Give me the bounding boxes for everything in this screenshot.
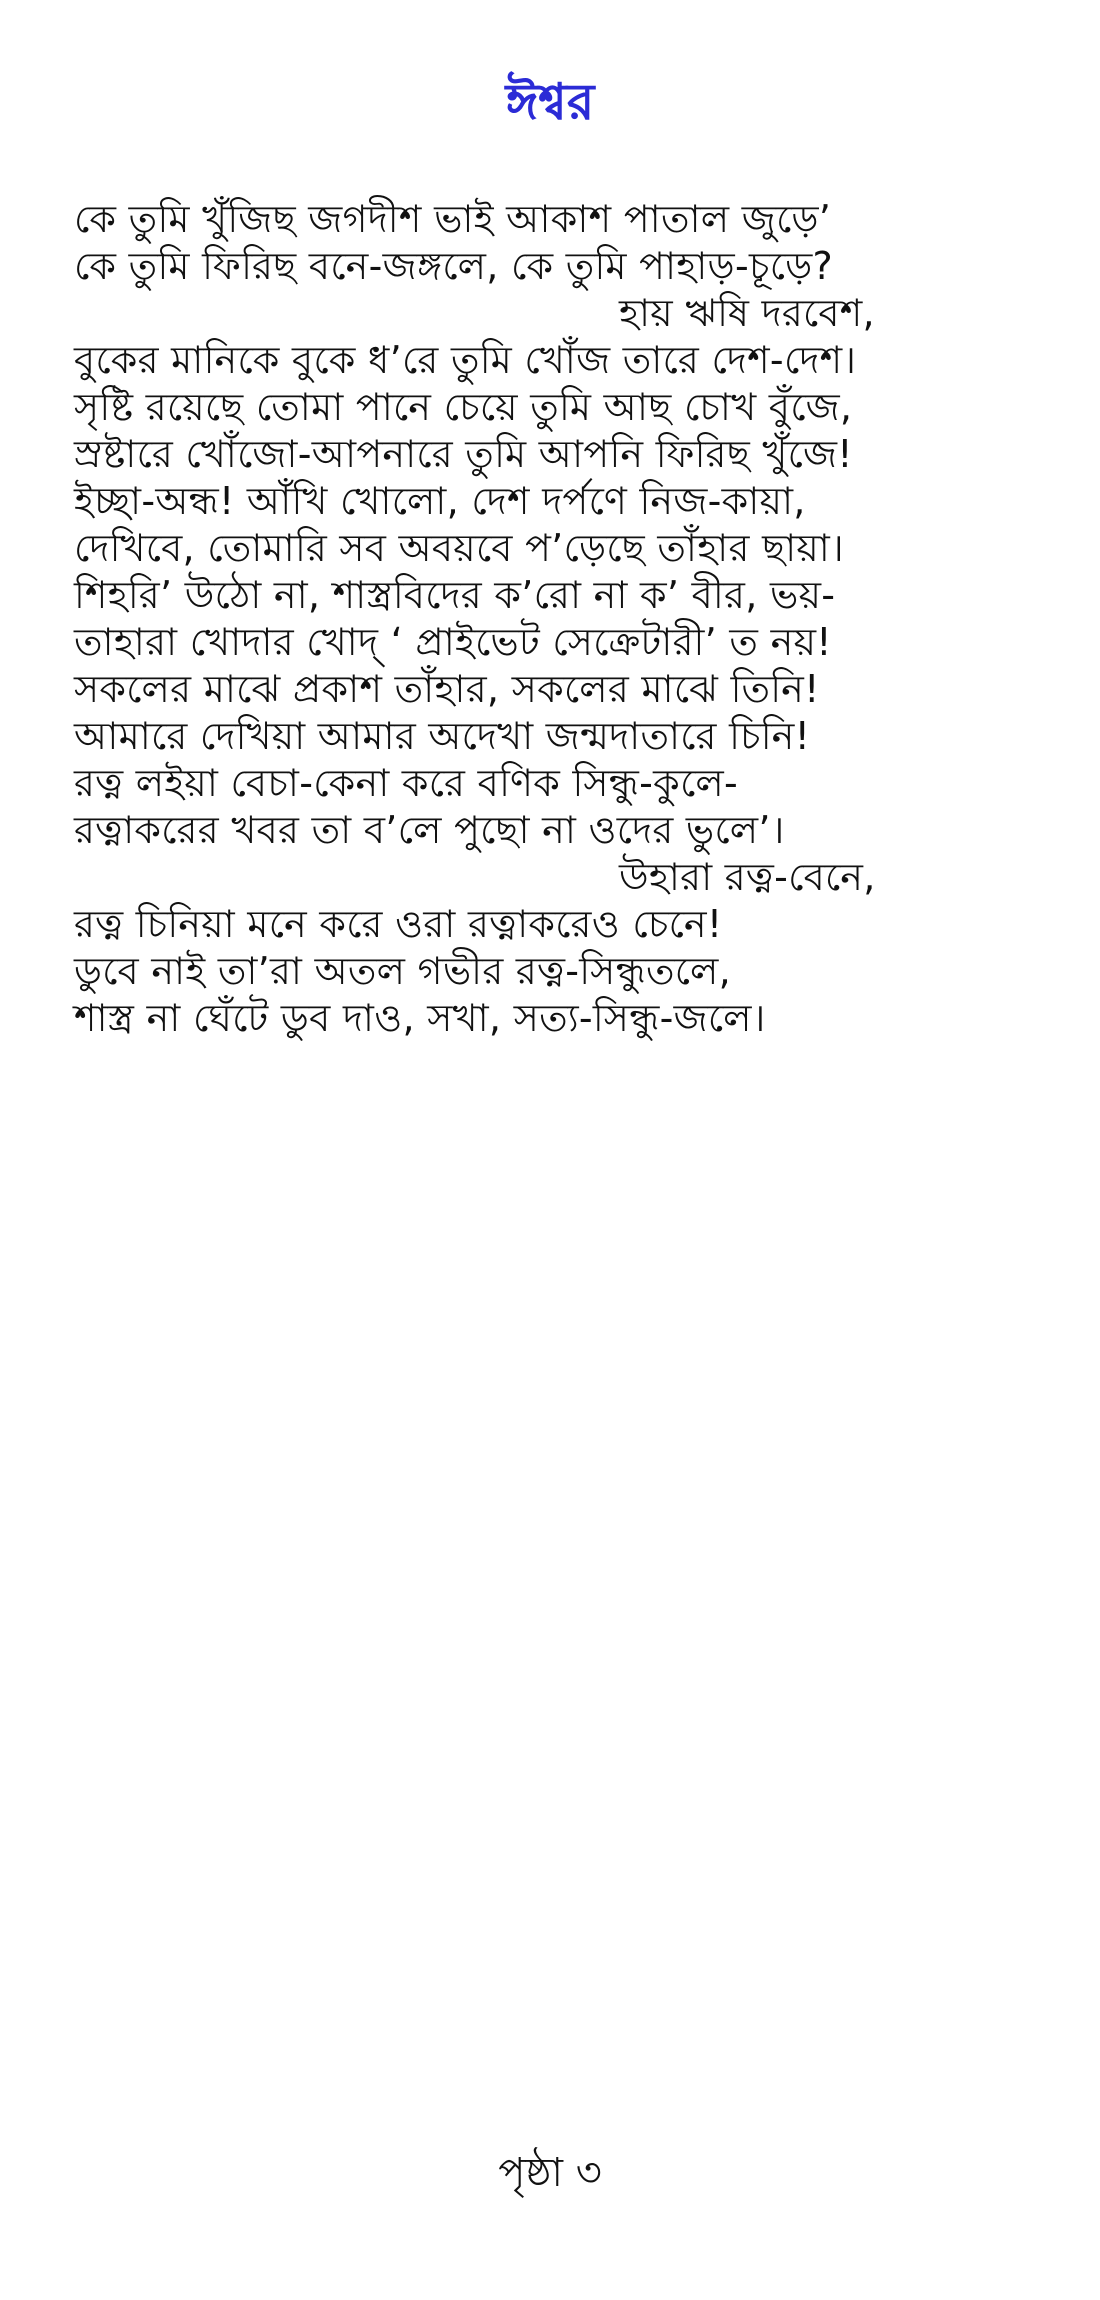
poem-line: ডুবে নাই তা’রা অতল গভীর রত্ন-সিন্ধুতলে, <box>74 949 732 993</box>
poem-line: সৃষ্টি রয়েছে তোমা পানে চেয়ে তুমি আছ চোখ বুঁজে, <box>74 385 853 429</box>
poem-line-indented: হায় ঋষি দরবেশ, <box>619 291 875 335</box>
poem-line: দেখিবে, তোমারি সব অবয়বে প’ড়েছে তাঁহার ছায়া। <box>74 526 845 570</box>
poem-line: বুকের মানিকে বুকে ধ’রে তুমি খোঁজ তারে দেশ-দেশ। <box>74 338 857 382</box>
poem-title: ঈশ্বর <box>505 73 595 131</box>
poem-line: কে তুমি ফিরিছ বনে-জঙ্গলে, কে তুমি পাহাড়-চূড়ে? <box>74 244 833 288</box>
poem-line: কে তুমি খুঁজিছ জগদীশ ভাই আকাশ পাতাল জুড়ে’ <box>74 197 832 241</box>
poem-body <box>74 196 1074 1042</box>
poem-line: রত্নাকরের খবর তা ব’লে পুছো না ওদের ভুলে’। <box>74 808 785 852</box>
poem-line: ইচ্ছা-অন্ধ! আঁখি খোলো, দেশ দর্পণে নিজ-কায়া, <box>74 479 806 523</box>
poem-line: রত্ন চিনিয়া মনে করে ওরা রত্নাকরেও চেনে! <box>74 902 723 946</box>
poem-line: তাহারা খোদার খোদ্ ‘ প্রাইভেট সেক্রেটারী’ ত নয়! <box>74 620 832 664</box>
poem-line: শাস্ত্র না ঘেঁটে ডুব দাও, সখা, সত্য-সিন্ধু-জলে। <box>74 996 766 1040</box>
poem-line: আমারে দেখিয়া আমার অদেখা জন্মদাতারে চিনি! <box>74 714 811 758</box>
poem-line: রত্ন লইয়া বেচা-কেনা করে বণিক সিন্ধু-কুলে- <box>74 761 738 805</box>
poem-line: সকলের মাঝে প্রকাশ তাঁহার, সকলের মাঝে তিনি! <box>74 667 820 711</box>
poem-line: স্রষ্টারে খোঁজো-আপনারে তুমি আপনি ফিরিছ খুঁজে! <box>74 432 853 476</box>
poem-line: শিহরি’ উঠো না, শাস্ত্রবিদের ক’রো না ক’ বীর, ভয়- <box>74 573 836 617</box>
page-number: পৃষ্ঠা ৩ <box>498 2150 602 2196</box>
poem-line-indented: উহারা রত্ন-বেনে, <box>619 855 876 899</box>
